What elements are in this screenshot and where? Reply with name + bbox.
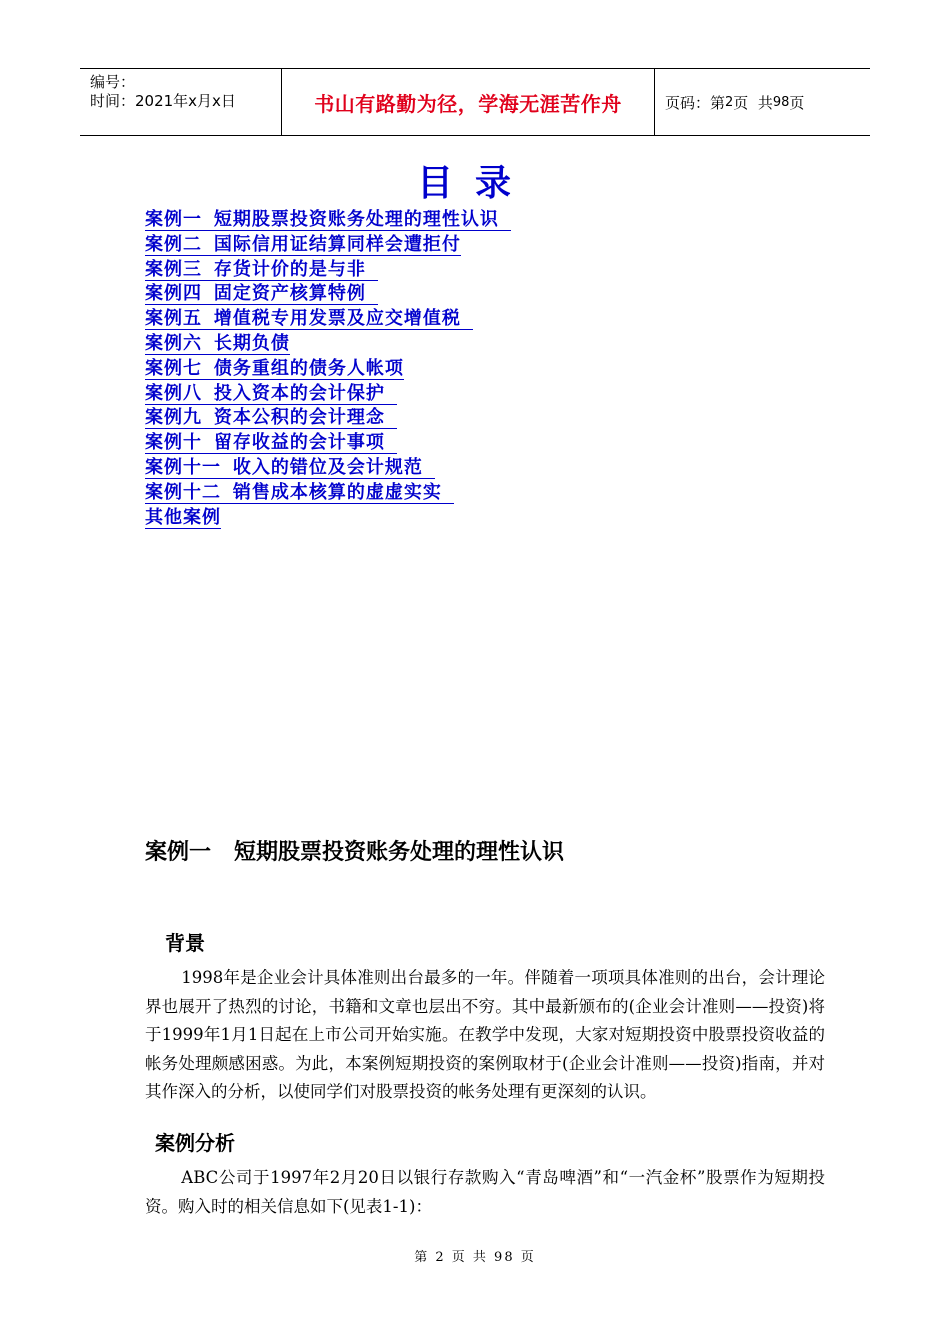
toc-item <box>145 233 511 258</box>
toc-link-case-8[interactable]: 案例八 投入资本的会计保护 <box>145 382 397 404</box>
section-title: 案例一 短期股票投资账务处理的理性认识 <box>145 840 564 865</box>
analysis-heading: 案例分析 <box>155 1131 235 1155</box>
header-info-cell <box>80 69 282 135</box>
toc-link-case-3[interactable]: 案例三 存货计价的是与非 <box>145 258 378 280</box>
toc-item <box>145 258 511 283</box>
background-heading: 背景 <box>165 931 205 955</box>
toc-item <box>145 382 511 407</box>
page-footer: 第 2 页 共 98 页 <box>414 1250 536 1265</box>
page-number: 2 <box>725 94 734 110</box>
toc-item <box>145 282 511 307</box>
page-header <box>80 68 870 136</box>
toc-link-case-10[interactable]: 案例十 留存收益的会计事项 <box>145 432 397 454</box>
toc-link-case-5[interactable]: 案例五 增值税专用发票及应交增值税 <box>145 308 473 330</box>
toc-item <box>145 506 511 531</box>
toc-link-case-6[interactable]: 案例六 长期负债 <box>145 332 290 354</box>
toc-link-case-9[interactable]: 案例九 资本公积的会计理念 <box>145 407 397 429</box>
page-prefix: 页码：第 <box>665 93 726 112</box>
background-paragraph: 1998年是企业会计具体准则出台最多的一年。伴随着一项项具体准则的出台，会计理论界也展开了热烈的讨论，书籍和文章也层出不穷。其中最新颁布的(企业会计准则——投资)将于1999年1月1日起在上市公司开始实施。在教学中发现，大家对短期投资中股票投资收益的帐务处理颇感困惑。为此，本案例短期投资的案例取材于(企业会计准则——投资)指南，并对其作深入的分析，以使同学们对股票投资的帐务处理有更深刻的认识。 <box>145 968 825 1102</box>
toc-item <box>145 481 511 506</box>
page-suffix: 页 <box>789 93 805 112</box>
toc-item <box>145 332 511 357</box>
toc-item <box>145 406 511 431</box>
time-label: 时间：2021年x月x日 <box>90 92 236 110</box>
toc-link-case-4[interactable]: 案例四 固定资产核算特例 <box>145 283 378 305</box>
toc-item <box>145 431 511 456</box>
toc-item <box>145 208 511 233</box>
toc-item <box>145 357 511 382</box>
header-page-info <box>655 69 870 135</box>
page-total: 98 <box>772 94 790 110</box>
toc-link-case-12[interactable]: 案例十二 销售成本核算的虚虚实实 <box>145 481 454 503</box>
header-motto: 书山有路勤为径，学海无涯苦作舟 <box>282 69 655 135</box>
toc-link-case-11[interactable]: 案例十一 收入的错位及会计规范 <box>145 456 435 478</box>
toc-link-case-1[interactable]: 案例一 短期股票投资账务处理的理性认识 <box>145 209 511 230</box>
toc-link-case-7[interactable]: 案例七 债务重组的债务人帐项 <box>145 357 404 379</box>
toc-item <box>145 456 511 481</box>
toc-link-case-2[interactable]: 案例二 国际信用证结算同样会遭拒付 <box>145 233 461 255</box>
toc-title: 目录 <box>416 163 533 204</box>
toc-item <box>145 307 511 332</box>
number-label: 编号： <box>90 73 136 91</box>
toc-link-other-cases[interactable]: 其他案例 <box>145 506 221 528</box>
page-mid: 页 共 <box>733 93 773 112</box>
toc-list <box>145 208 511 530</box>
analysis-paragraph: ABC公司于1997年2月20日以银行存款购入“青岛啤酒”和“一汽金杯”股票作为短期投资。购入时的相关信息如下(见表1-1)： <box>145 1168 825 1216</box>
